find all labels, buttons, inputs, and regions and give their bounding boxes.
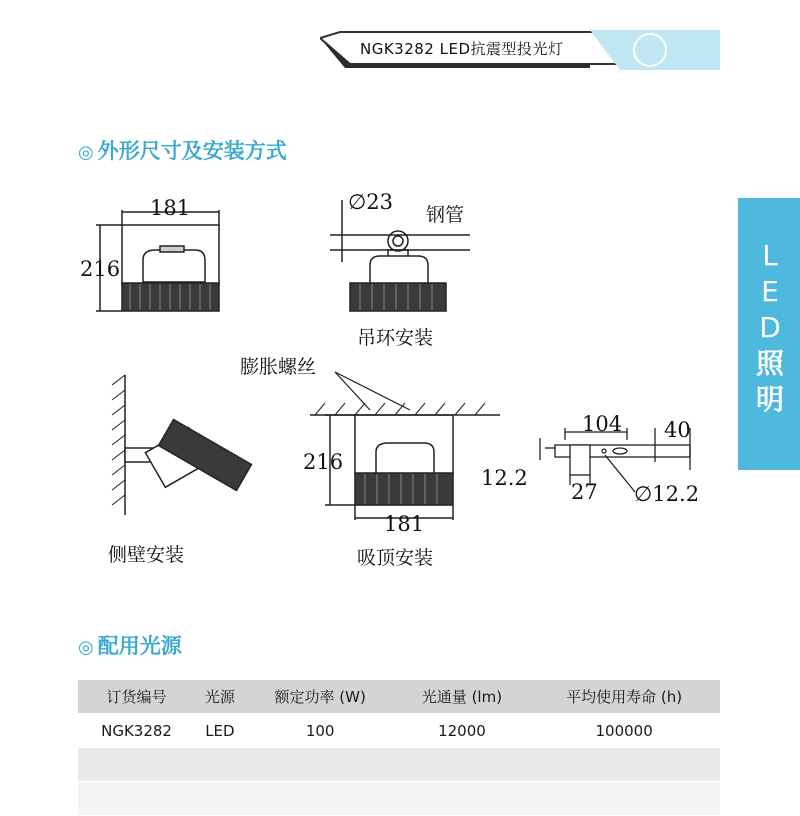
table-row: [78, 748, 720, 782]
bracket-40-label: 40: [664, 418, 691, 442]
header-luminous-flux: 光通量 (lm): [396, 680, 529, 714]
cell-empty: [78, 748, 195, 782]
cell-empty: [528, 748, 720, 782]
light-source-section-title: [78, 630, 182, 660]
bolt-label: 膨胀螺丝: [240, 356, 317, 378]
bracket-12-2-label: 12.2: [481, 466, 528, 490]
dimensions-title-text: 外形尺寸及安装方式: [97, 139, 287, 163]
header-lifetime: 平均使用寿命 (h): [528, 680, 720, 714]
ceiling-height-label: 216: [303, 450, 344, 474]
header-banner: [320, 30, 720, 70]
bracket-104-label: 104: [582, 412, 623, 436]
table-row: [78, 782, 720, 816]
bracket-hole-label: ∅12.2: [634, 482, 700, 506]
cell-luminous-flux: 12000: [396, 714, 529, 748]
header-title: NGK3282 LED抗震型投光灯: [360, 40, 564, 58]
side-tab-d: D: [759, 311, 781, 344]
light-source-title-text: 配用光源: [97, 634, 182, 658]
cell-empty: [528, 782, 720, 816]
side-tab-text: [752, 238, 788, 418]
cell-empty: [78, 782, 195, 816]
side-tab-zhao: 照: [755, 347, 784, 380]
front-height-label: 216: [80, 257, 121, 281]
side-tab-e: E: [761, 275, 779, 308]
ceiling-width-label: 181: [384, 512, 425, 536]
bolt-leader-lines: [335, 372, 410, 410]
header-rated-power: 额定功率 (W): [245, 680, 396, 714]
front-width-label: 181: [150, 196, 191, 220]
bracket-27-label: 27: [571, 480, 598, 504]
circle-bullet-icon: ◎: [78, 637, 94, 658]
cell-empty: [195, 782, 245, 816]
wall-mount-drawing: [112, 375, 251, 515]
side-tab-led-lighting: [738, 198, 800, 470]
header-light-source: 光源: [195, 680, 245, 714]
circle-bullet-icon: ◎: [78, 142, 94, 163]
cell-empty: [245, 782, 396, 816]
ceiling-mount-label: 吸顶安装: [357, 547, 434, 569]
cell-empty: [195, 748, 245, 782]
table-row: [78, 714, 720, 748]
cell-light-source: LED: [195, 714, 245, 748]
cell-empty: [396, 748, 529, 782]
wall-mount-label: 侧壁安装: [108, 544, 185, 566]
cell-rated-power: 100: [245, 714, 396, 748]
hang-mount-label: 吊环安装: [357, 327, 434, 349]
cell-empty: [396, 782, 529, 816]
cell-empty: [245, 748, 396, 782]
table-header-row: [78, 680, 720, 714]
dimensions-section-title: [78, 135, 287, 165]
cell-lifetime: 100000: [528, 714, 720, 748]
header-order-no: 订货编号: [78, 680, 195, 714]
side-tab-ming: 明: [755, 383, 784, 416]
spec-table: [78, 680, 720, 816]
side-tab-l: L: [762, 239, 778, 272]
cell-order-no: NGK3282: [78, 714, 195, 748]
pipe-diameter-label: ∅23: [348, 190, 394, 214]
pipe-label: 钢管: [426, 204, 465, 226]
